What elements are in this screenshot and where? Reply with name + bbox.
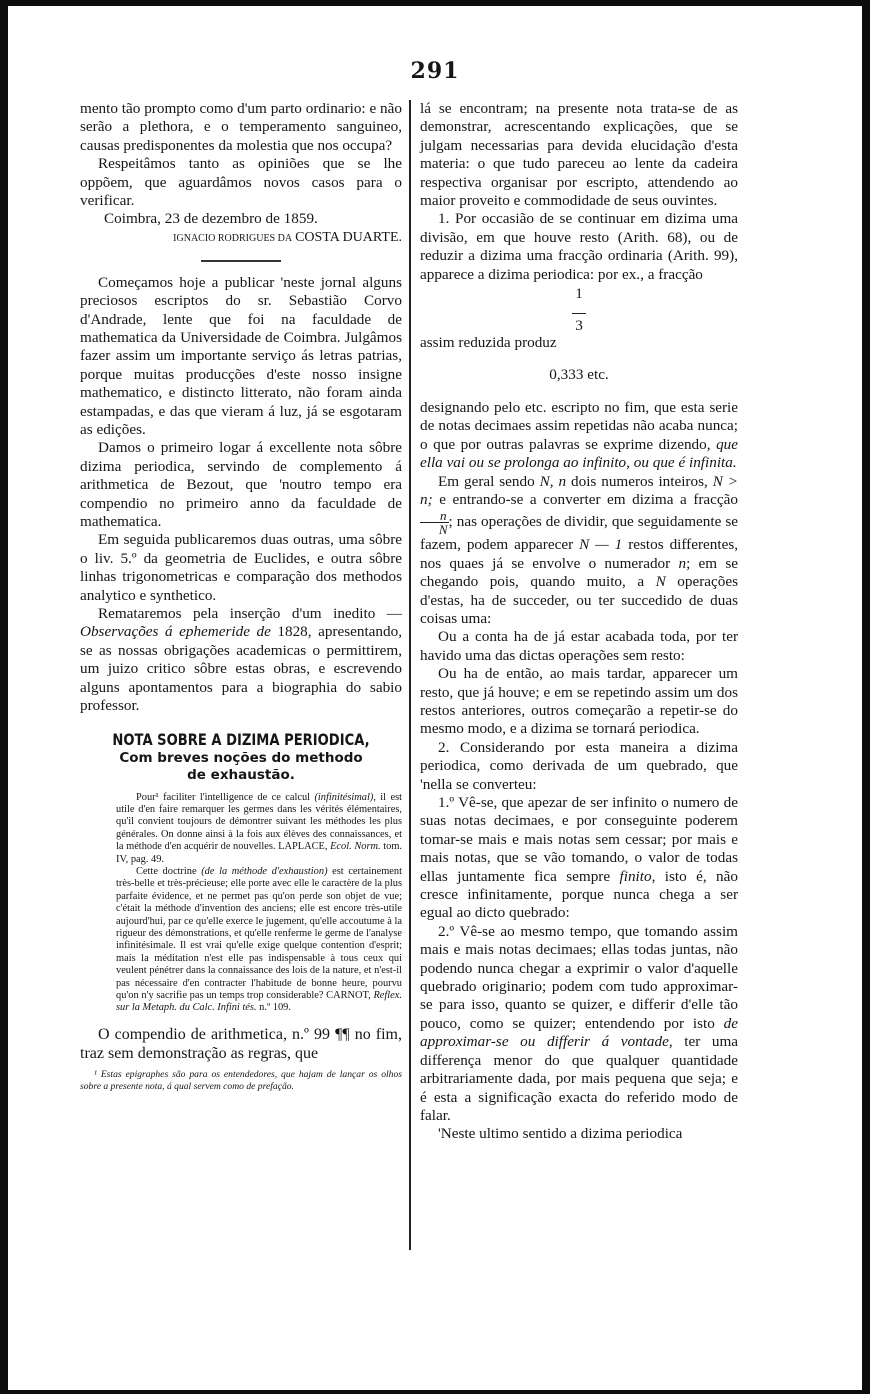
- epigraph-1e: tom. IV, pag. 49.: [116, 841, 402, 865]
- epigraph-block: [116, 792, 402, 1015]
- editorial-p4-rest: 1828, apresentando, se as nossas obrigações academicas o permittirem, um juizo critico sôbre estas obras, e escrevendo alguns apontamentos para a biographia do sabio professor.: [80, 623, 403, 715]
- editorial-paragraph-1: Começamos hoje a publicar 'neste jornal alguns preciosos escriptos do sr. Sebastião Corvo d'Andrade, lente que foi na faculdade de mathematica da Universidade de Coimbra. Julgâmos fazer assim um importante serviço ás letras patrias, porque muitas producções d'este nosso insigne mathematico, e distincto litterato, não foram ainda estampadas, e das que vieram á luz, já se esgotaram as edições.: [80, 273, 402, 438]
- var-n-2: n: [678, 554, 687, 572]
- right-paragraph-4: Em geral sendo N, n dois numeros inteiros, N > n; e entrando-se a converter em dizima a fracção $\frac{n}{N}$ ; nas operações de dividir, que seguidamente se fazem, podem apparecer N — 1 restos differentes, nos quaes já se envolve o numerador n; em se chegando pois, quando muito, a N operações d'estas, ha de succeder, ou ter succedido de duas coisas uma:: [420, 472, 739, 627]
- reduced-line: assim reduzida produz: [420, 334, 557, 352]
- separator-rule: [201, 260, 281, 262]
- p4-d: nas operações de dividir, que seguidamente se fazem, podem apparecer: [420, 513, 738, 554]
- signature-prefix: IGNACIO RODRIGUES DA: [173, 232, 293, 244]
- p4-b: dois numeros inteiros,: [571, 472, 708, 490]
- right-paragraph-1: lá se encontram; na presente nota trata-se de as demonstrar, acrescentando explicações, que se julgam necessarias para devida elucidação d'esta materia: o que tudo pareceu ao lente da cadeira respectiva organisar por escripto, attendendo ao maior proveito e commodidade de seus ouvintes.: [420, 100, 738, 210]
- p4-a: Em geral sendo: [438, 472, 535, 490]
- epigraph-2a: Cette doctrine: [136, 865, 197, 877]
- fraction-denominator: 3: [575, 317, 583, 335]
- frac-N: N: [438, 522, 448, 538]
- decimal-expansion: 0,333 etc.: [549, 366, 609, 384]
- p4-g: operações d'estas, ha de succeder, ou ter succedido de duas coisas uma:: [420, 573, 739, 627]
- article-subtitle-line-2: de exhaustão.: [187, 766, 295, 783]
- epigraph-2d: Reflex. sur la Metaph. du Calc. Infini tés.: [116, 990, 403, 1014]
- right-paragraph-7: 2. Considerando por esta maneira a dizima periodica, como derivada de um quebrado, que 'nella se converteu:: [420, 738, 738, 793]
- editorial-p4-italic: Observações á ephemeride de: [80, 623, 271, 641]
- epigraph-1b: (infinitésimal): [314, 791, 374, 803]
- date-line: Coimbra, 23 de dezembro de 1859.: [104, 210, 318, 228]
- epigraph-laplace: [116, 792, 402, 866]
- article-subtitle-line-1: Com breves noções do methodo: [119, 749, 363, 766]
- p9-c: , ter uma differença menor do que qualquer quantidade arbitrariamente dada, por mais pequena que seja; e é esta a significação exacta do referido modo de falar.: [420, 1033, 738, 1124]
- right-column: [420, 100, 738, 1144]
- p3-text: designando pelo etc. escripto no fim, que esta serie de notas decimaes assim repetidas não acaba nunca; o que por outras palavras se exprime dizendo,: [420, 398, 738, 453]
- epigraph-2c: est certainement très-belle et très-précieuse; elle porte avec elle le caractère de la plus parfaite évidence, et ne permet pas qu'on perde son objet de vue; c'était la méthode d'invention des anciens; elle est encore très-utile aujourd'hui, par ce qu'elle exerce le jugement, qu'elle accoutume à la rigueur des démonstrations, et qu'elle renferme le germe de l'analyse infinitésimale. Il est vrai qu'elle exige quelque contention d'esprit; mais la méditation n'est elle pas indispensable à tous ceux qui veulent pénétrer dans la connaissance des lois de la nature, et n'est-il pas nécessaire d'en contracter l'habitude de bonne heure, pourvu qu'on n'y sacrifie pas un temps trop considerable? CARNOT,: [116, 865, 402, 1001]
- resume-paragraph: O compendio de arithmetica, n.º 99 ¶¶ no fim, traz sem demonstração as regras, que: [80, 1025, 402, 1062]
- intro-paragraph: mento tão prompto como d'um parto ordinario: e não serão a plethora, e o temperamento sanguineo, causas predisponentes da molestia que nos occupa?: [80, 100, 402, 154]
- p3-italic: que ella vai ou se prolonga ao infinito, ou que é infinita.: [420, 435, 739, 472]
- signature-name: COSTA DUARTE.: [295, 229, 402, 245]
- article-title: NOTA SOBRE A DIZIMA PERIODICA,: [112, 729, 370, 749]
- p8-a: 1.º Vê-se, que apezar de ser infinito o numero de suas notas decimaes, e por conseguinte poderem tomar-se mais e mais notas sem cessar; por mais e mais notas, que se vão tomando, o valor de todas ellas juntamente fica sempre: [420, 794, 738, 885]
- epigraph-2e: n.º 109.: [259, 1002, 291, 1014]
- p9-a: 2.º Vê-se ao mesmo tempo, que tomando assim mais e mais notas decimaes; ellas todas juntas, não podendo nunca chegar a exprimir o valor d'aquelle quebrado originario; podem com tudo approximar-se para isso, quanto se quizer, e differir d'elle tão pouco, como se quizer; entendendo por isto: [420, 922, 738, 1032]
- left-column: [80, 100, 402, 1093]
- p8-b: finito: [619, 867, 652, 885]
- fraction-numerator: 1: [575, 285, 583, 303]
- n-minus-1: N — 1: [579, 536, 623, 554]
- p4-c: e entrando-se a converter em dizima a fracção: [439, 490, 738, 508]
- epigraph-1d: Ecol. Norm.: [330, 841, 381, 853]
- inequality: N > n;: [420, 472, 739, 508]
- right-paragraph-9: [420, 923, 738, 1125]
- p9-b: de approximar-se ou differir á vontade: [420, 1014, 738, 1051]
- respect-paragraph: Respeitâmos tanto as opiniões que se lhe oppõem, que aguardâmos novos casos para o verificar.: [80, 155, 402, 210]
- right-paragraph-5: Ou a conta ha de já estar acabada toda, por ter havido uma das dictas operações sem resto:: [420, 628, 738, 664]
- right-paragraph-3: [420, 399, 738, 473]
- page-number: 291: [410, 58, 460, 84]
- fraction-one-third: [420, 286, 738, 334]
- right-paragraph-10: 'Neste ultimo sentido a dizima periodica: [438, 1125, 683, 1143]
- epigraph-1c: , il est utile d'en faire remarquer les germes dans les vérités élémentaires, qu'il convient toujours de démontrer suivant les méthodes les plus générales. On donne ainsi à la fois aux élèves des connaissances, et la méthode d'en acquérir de nouvelles. LAPLACE,: [116, 791, 402, 853]
- right-paragraph-2: 1. Por occasião de se continuar em dizima uma divisão, em que houve resto (Arith. 68), ou de reduzir a dizima uma fracção ordinaria (Arith. 99), apparece a dizima periodica: por ex., a fracção: [420, 210, 738, 283]
- editorial-paragraph-3: Em seguida publicaremos duas outras, uma sôbre o liv. 5.º da geometria de Euclides, e outra sôbre linhas trigonometricas e comparação dos methodos analytico e synthetico.: [80, 531, 402, 604]
- p4-f: em se chegando pois, quando muito, a: [420, 554, 738, 591]
- var-n: n: [558, 472, 567, 490]
- signature: [80, 229, 402, 248]
- right-paragraph-8: [420, 794, 738, 923]
- fraction-n-over-N: [420, 509, 449, 536]
- editorial-paragraph-2: Damos o primeiro logar á excellente nota sôbre dizima periodica, servindo de complemento á arithmetica de Bezout, que 'noutro tempo era compendio no primeiro anno da faculdade de mathematica.: [80, 439, 402, 531]
- var-N: N: [539, 472, 550, 490]
- var-N-2: N: [655, 573, 666, 591]
- article-subtitle: [80, 750, 402, 784]
- p4-e: restos differentes, nos quaes já se envolve o numerador: [420, 536, 739, 572]
- right-paragraph-6: Ou ha de então, ao mais tardar, apparecer um resto, que já houve; e em se repetindo assim um dos restos anteriores, outros começarão a repetir-se do mesmo modo, e a dizima se tornará periodica.: [420, 665, 738, 738]
- epigraph-1a: Pour¹ faciliter l'intelligence de ce calcul: [136, 791, 311, 803]
- footnote: ¹ Estas epigraphes são para os entendedores, que hajam de lançar os olhos sobre a presente nota, á qual servem como de prefação.: [80, 1068, 402, 1092]
- column-divider: [409, 100, 411, 1250]
- epigraph-carnot: [116, 866, 402, 1015]
- editorial-paragraph-4: [80, 605, 402, 715]
- fraction-bar: [572, 313, 586, 314]
- editorial-p4-start: Remataremos pela inserção d'um inedito —: [98, 605, 402, 623]
- epigraph-2b: (de la méthode d'exhaustion): [201, 865, 328, 877]
- frac-n: n: [420, 509, 449, 523]
- p8-c: , isto é, não cresce infinitamente, porque nunca chega a ser egual ao dicto quebrado:: [420, 867, 738, 922]
